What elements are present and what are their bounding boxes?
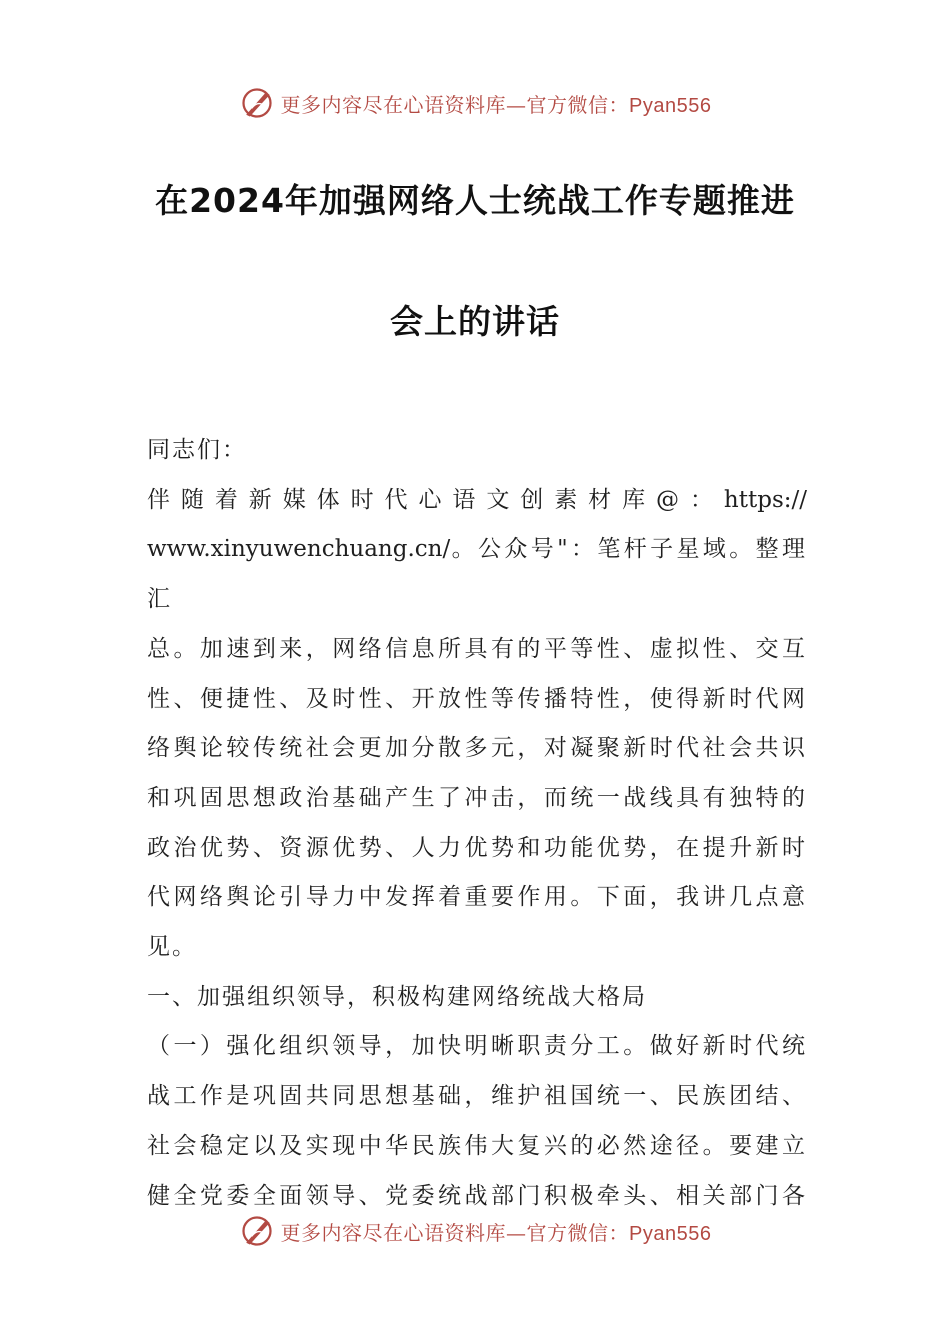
body-line: 和巩固思想政治基础产生了冲击，而统一战线具有独特的 [147,784,807,811]
document-title-line-2: 会上的讲话 [390,302,560,341]
body-line: 伴随着新媒体时代心语文创素材库@：https:// [147,486,807,513]
body-line: 见。 [147,934,197,961]
greeting: 同志们： [147,437,247,463]
body-line: 代网络舆论引导力中发挥着重要作用。下面，我讲几点意 [147,884,807,911]
body-line: 健全党委全面领导、党委统战部门积极牵头、相关部门各 [147,1182,807,1209]
watermark-text: 更多内容尽在心语资料库—官方微信：Pyan556 [280,92,712,117]
body-line: （一）强化组织领导，加快明晰职责分工。做好新时代统 [147,1033,807,1060]
pen-logo-icon [239,85,275,121]
watermark-text: 更多内容尽在心语资料库—官方微信：Pyan556 [280,1220,712,1245]
document-title-line-1: 在2024年加强网络人士统战工作专题推进 [155,181,795,220]
body-line: 络舆论较传统社会更加分散多元，对凝聚新时代社会共识 [147,735,807,762]
body-line: 战工作是巩固共同思想基础，维护祖国统一、民族团结、 [147,1083,807,1110]
section-heading: 一、加强组织领导，积极构建网络统战大格局 [147,983,647,1010]
document-body [147,426,807,1221]
watermark-banner-bottom [0,1211,950,1251]
body-line: 社会稳定以及实现中华民族伟大复兴的必然途径。要建立 [147,1132,807,1159]
body-line: www.xinyuwenchuang.cn/。公众号"：笔杆子星域。整理汇 [147,536,807,613]
body-line: 政治优势、资源优势、人力优势和功能优势，在提升新时 [147,834,807,861]
pen-logo-icon [239,1213,275,1249]
watermark-banner-top [0,83,950,123]
body-line: 总。加速到来，网络信息所具有的平等性、虚拟性、交互 [147,635,807,662]
body-line: 性、便捷性、及时性、开放性等传播特性，使得新时代网 [147,685,807,712]
